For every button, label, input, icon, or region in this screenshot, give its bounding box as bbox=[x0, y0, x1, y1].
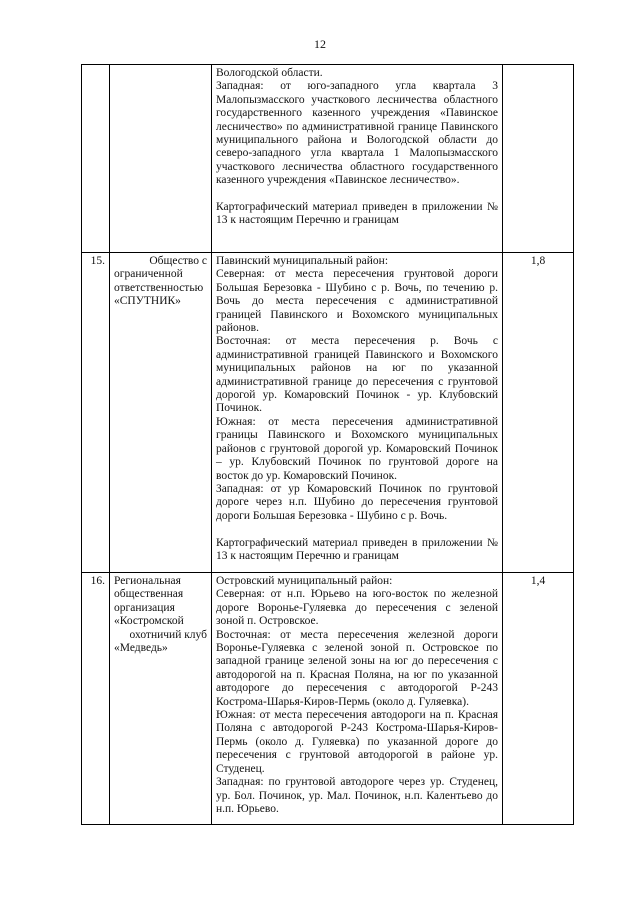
description-cell bbox=[212, 65, 503, 253]
description-paragraph: Северная: от н.п. Юрьево на юго-восток по железной дороге Воронье-Гуляевка до пересечения с зеленой зоной п. Островское. bbox=[216, 588, 498, 628]
organization-name-line: «Медведь» bbox=[114, 642, 168, 655]
description-paragraph: Павинский муниципальный район: bbox=[216, 255, 389, 267]
organization-cell bbox=[110, 573, 212, 825]
page-number: 12 bbox=[314, 37, 326, 51]
row-number-cell: 15. bbox=[82, 253, 110, 573]
table-row bbox=[82, 65, 574, 253]
organization-cell bbox=[110, 65, 212, 253]
organization-name-line: охотничий клуб bbox=[129, 628, 207, 641]
organization-cell bbox=[110, 253, 212, 573]
boundaries-table bbox=[81, 64, 574, 825]
description-paragraph: Островский муниципальный район: bbox=[216, 575, 393, 587]
organization-name-line: ограниченной bbox=[114, 268, 183, 281]
organization-name-line: Региональная bbox=[114, 575, 181, 587]
area-cell: 1,4 bbox=[503, 573, 574, 825]
area-cell bbox=[503, 65, 574, 253]
organization-name-line: «СПУТНИК» bbox=[114, 295, 181, 308]
description-paragraph: Вологодской области. bbox=[216, 67, 323, 79]
organization-name-line: организация bbox=[114, 601, 175, 614]
description-paragraph: Южная: от места пересечения административной границы Павинского и Вохомского муниципальных районов с грунтовой дорогой ур. Комаровский Починок – ур. Клубовский Починок по грунтовой дороге на восток до ур. Комаровский Починок. bbox=[216, 415, 498, 482]
organization-name-line: общественная bbox=[114, 588, 184, 601]
description-paragraph: Западная: от ур Комаровский Починок по грунтовой дороге через н.п. Шубино до пересечения грунтовой дороги Большая Березовка - Шубино с р. Вочь. bbox=[216, 482, 498, 522]
description-paragraph: Южная: от места пересечения автодороги на п. Красная Поляна с автодорогой Р-243 Кострома-Шарья-Киров-Пермь (около д. Гуляевка) по указанной дороге до пересечения с грунтовой автодорогой в районе ур. Студенец. bbox=[216, 709, 498, 775]
paragraph-gap bbox=[216, 188, 498, 201]
organization-name-line: Общество с bbox=[149, 255, 207, 267]
row-number-cell bbox=[82, 65, 110, 253]
area-cell: 1,8 bbox=[503, 253, 574, 573]
table-row bbox=[82, 573, 574, 825]
organization-name-line: ответственностью bbox=[114, 281, 204, 294]
description-paragraph: Северная: от места пересечения грунтовой дороги Большая Березовка - Шубино с р. Вочь, по течению р. Вочь до места пересечения с административной границей Павинского и Вохомского муниципальных районов. bbox=[216, 268, 498, 335]
description-paragraph: Восточная: от места пересечения железной дороги Воронье-Гуляевка с зеленой зоной п. Островское по западной границе зеленой зоны на юг до пересечения с автодорогой на п. Красная Поляна, на юг по указанной автодороге до пересечения с автодорогой Р-243 Кострома-Шарья-Киров-Пермь (около д. Гуляевка). bbox=[216, 628, 498, 708]
description-paragraph: Восточная: от места пересечения р. Вочь с административной границей Павинского и Вохомского муниципальных районов на юг по указанной административной границе до пересечения с грунтовой дорогой ур. Комаровский Починок - ур. Клубовский Починок. bbox=[216, 335, 498, 415]
organization-name-line: «Костромской bbox=[114, 615, 184, 628]
row-number-cell: 16. bbox=[82, 573, 110, 825]
description-paragraph: Западная: по грунтовой автодороге через ур. Студенец, ур. Бол. Починок, ур. Мал. Починок, н.п. Калентьево до н.п. Юрьево. bbox=[216, 776, 498, 815]
paragraph-gap bbox=[216, 523, 498, 536]
description-paragraph: Картографический материал приведен в приложении № 13 к настоящим Перечню и границам bbox=[216, 201, 498, 227]
description-cell bbox=[212, 253, 503, 573]
description-paragraph: Картографический материал приведен в приложении № 13 к настоящим Перечню и границам bbox=[216, 536, 498, 562]
description-cell bbox=[212, 573, 503, 825]
description-paragraph: Западная: от юго-западного угла квартала 3 Малопызмасского участкового лесничества областного государственного казенного учреждения «Павинское лесничество» по административной границе Павинского муниципального района и Вологодской области до северо-западного угла квартала 1 Малопызмасского участкового лесничества областного государственного казенного учреждения «Павинское лесничество». bbox=[216, 80, 498, 187]
table-row bbox=[82, 253, 574, 573]
